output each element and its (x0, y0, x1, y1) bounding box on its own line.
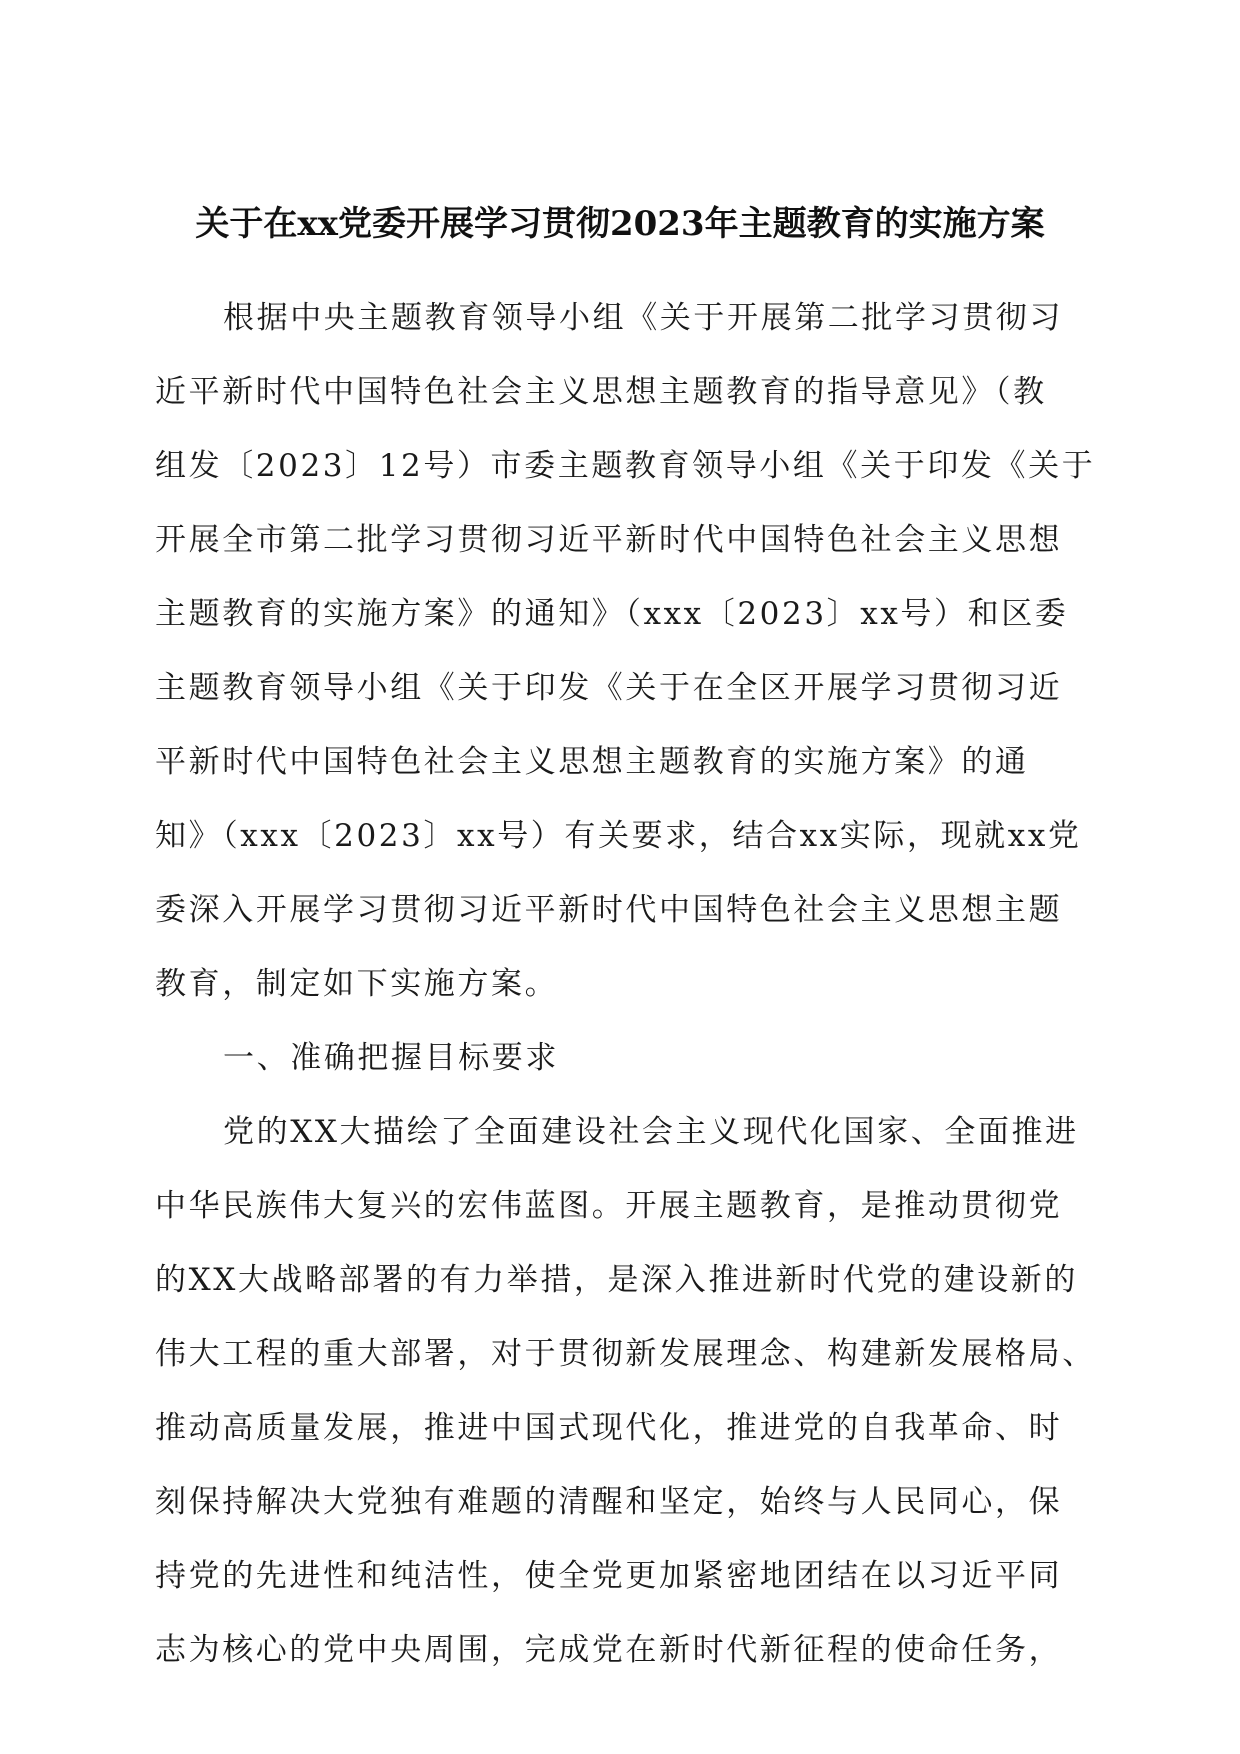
paragraph-line: 刻保持解决大党独有难题的清醒和坚定，始终与人民同心，保 (155, 1484, 1063, 1520)
paragraph-line: 近平新时代中国特色社会主义思想主题教育的指导意见》（教 (155, 374, 1047, 410)
paragraph-line: 志为核心的党中央周围，完成党在新时代新征程的使命任务， (155, 1632, 1063, 1668)
paragraph-line: 中华民族伟大复兴的宏伟蓝图。开展主题教育，是推动贯彻党 (155, 1188, 1063, 1224)
paragraph-line: 的XX大战略部署的有力举措，是深入推进新时代党的建设新的 (155, 1262, 1078, 1298)
paragraph-line: 根据中央主题教育领导小组《关于开展第二批学习贯彻习 (223, 300, 1063, 336)
paragraph-line: 持党的先进性和纯洁性，使全党更加紧密地团结在以习近平同 (155, 1558, 1063, 1594)
section-heading: 一、准确把握目标要求 (223, 1040, 559, 1076)
paragraph-line: 伟大工程的重大部署，对于贯彻新发展理念、构建新发展格局、 (155, 1336, 1096, 1372)
paragraph-line: 主题教育领导小组《关于印发《关于在全区开展学习贯彻习近 (155, 670, 1063, 706)
document-title: 关于在xx党委开展学习贯彻2023年主题教育的实施方案 (195, 204, 1045, 244)
paragraph-line: 委深入开展学习贯彻习近平新时代中国特色社会主义思想主题 (155, 892, 1063, 928)
paragraph-line: 开展全市第二批学习贯彻习近平新时代中国特色社会主义思想 (155, 522, 1063, 558)
paragraph-line: 主题教育的实施方案》的通知》（xxx〔2023〕xx号）和区委 (155, 596, 1069, 632)
paragraph-line: 党的XX大描绘了全面建设社会主义现代化国家、全面推进 (223, 1114, 1079, 1150)
paragraph-line: 教育，制定如下实施方案。 (155, 966, 559, 1002)
paragraph-line: 知》（xxx〔2023〕xx号）有关要求，结合xx实际，现就xx党 (155, 818, 1082, 854)
paragraph-line: 推动高质量发展，推进中国式现代化，推进党的自我革命、时 (155, 1410, 1063, 1446)
paragraph-line: 平新时代中国特色社会主义思想主题教育的实施方案》的通 (155, 744, 1029, 780)
paragraph-line: 组发〔2023〕12号）市委主题教育领导小组《关于印发《关于 (155, 448, 1096, 484)
